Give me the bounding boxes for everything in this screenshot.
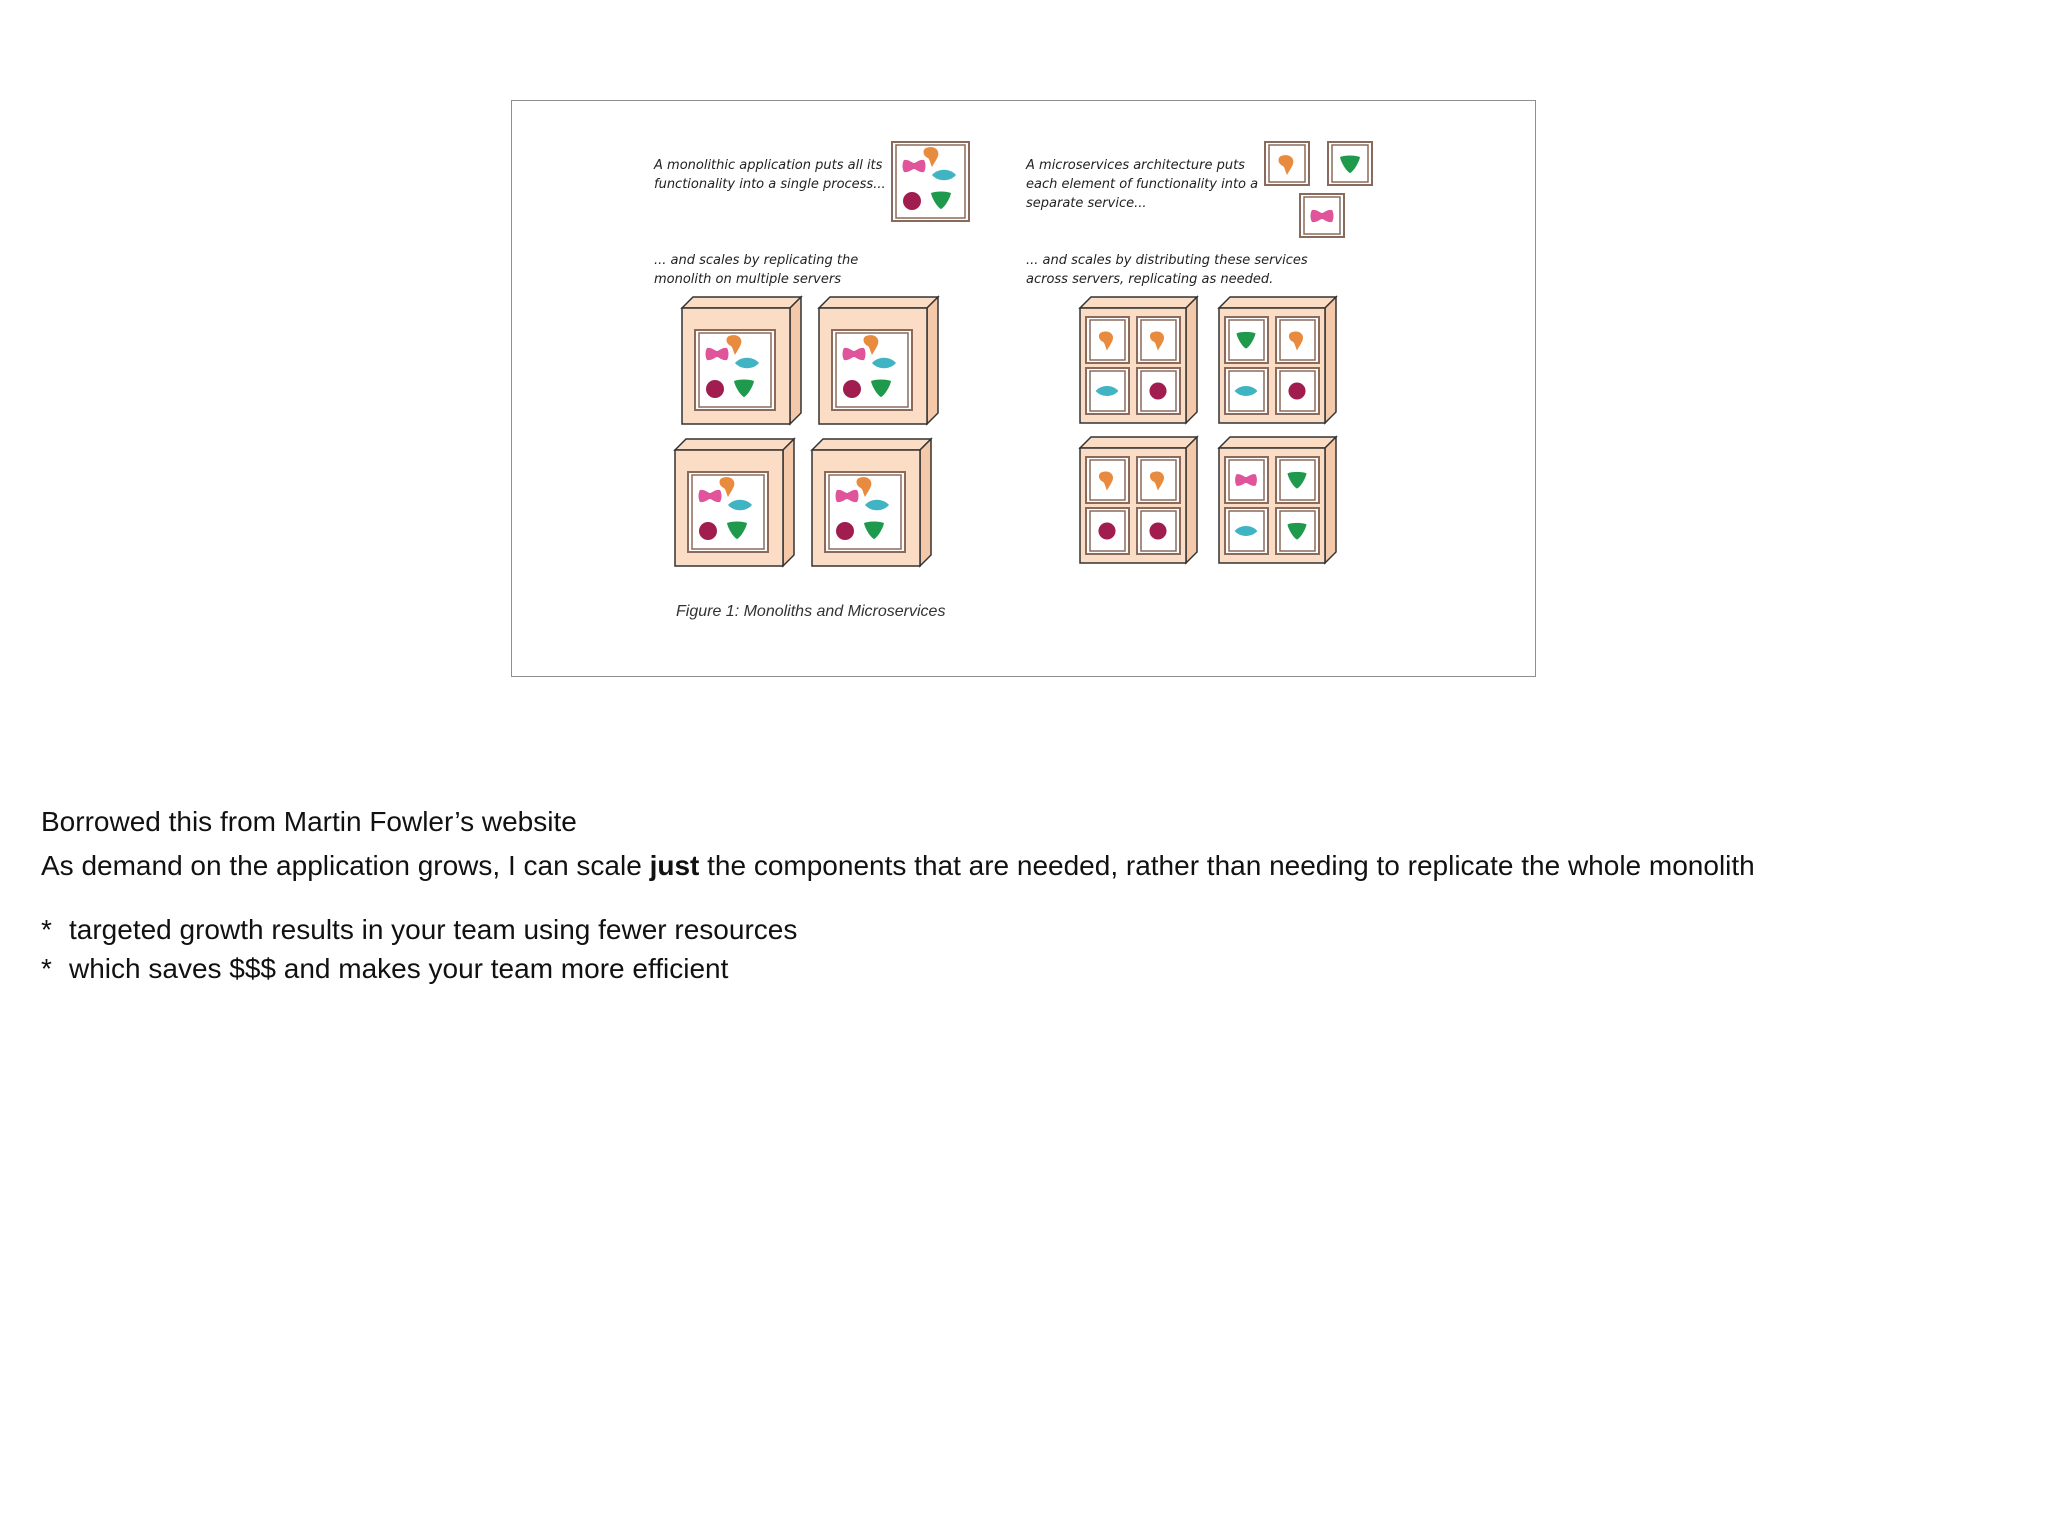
- microservices-server: [1080, 297, 1197, 423]
- maroon-component-icon: [699, 522, 717, 540]
- svg-text:... and scales by replicating: ... and scales by replicating the: [654, 253, 859, 268]
- microservices-server: [1219, 437, 1336, 563]
- svg-text:monolith on multiple servers: monolith on multiple servers: [654, 272, 841, 287]
- svg-text:each element of functionality: each element of functionality into a: [1026, 177, 1259, 192]
- microservice-box: [1300, 194, 1344, 237]
- maroon-component-icon: [903, 192, 921, 210]
- monolith-servers: [675, 297, 938, 566]
- monolith-intro-text: [653, 158, 886, 192]
- microservice-box: [1328, 142, 1372, 185]
- svg-text:A monolithic application puts: A monolithic application puts all its: [654, 158, 883, 173]
- figure-drawing: [512, 101, 1537, 678]
- notes-source-line: Borrowed this from Martin Fowler’s website: [41, 806, 577, 837]
- monolith-process: [892, 142, 969, 221]
- svg-text:... and scales by distributing: ... and scales by distributing these services: [1026, 253, 1308, 268]
- microservices-intro-text: [1025, 158, 1258, 211]
- bullet-marker: *: [41, 953, 52, 984]
- benefit-list: [41, 910, 2001, 988]
- microservice-box: [1265, 142, 1309, 185]
- notes-scaling-line: As demand on the application grows, I can scale just the components that are needed, rather than needing to replicate the whole monolith: [41, 850, 1755, 881]
- microservices-server: [1080, 437, 1197, 563]
- emphasis-just: just: [649, 850, 700, 881]
- maroon-component-icon: [1098, 522, 1115, 539]
- maroon-component-icon: [1149, 522, 1166, 539]
- microservice-boxes: [1265, 142, 1372, 237]
- benefit-item: * which saves $$$ and makes your team more efficient: [41, 949, 2001, 988]
- svg-text:functionality into a single pr: functionality into a single process...: [654, 177, 886, 192]
- figure-caption: Figure 1: Monoliths and Microservices: [676, 603, 946, 620]
- monolith-scale-text: [654, 253, 858, 287]
- maroon-component-icon: [836, 522, 854, 540]
- maroon-component-icon: [1288, 382, 1305, 399]
- monolith-server: [682, 297, 801, 424]
- monolith-process-box: [892, 142, 969, 221]
- svg-text:separate service...: separate service...: [1026, 196, 1147, 211]
- microservices-scale-text: [1026, 253, 1308, 287]
- speaker-notes: [41, 800, 2001, 988]
- maroon-component-icon: [1149, 382, 1166, 399]
- benefit-item: * targeted growth results in your team using fewer resources: [41, 910, 2001, 949]
- monolith-server: [812, 439, 931, 566]
- microservices-servers: [1080, 297, 1336, 563]
- maroon-component-icon: [843, 380, 861, 398]
- maroon-component-icon: [706, 380, 724, 398]
- monolith-server: [675, 439, 794, 566]
- monoliths-microservices-figure: [511, 100, 1536, 677]
- monolith-server: [819, 297, 938, 424]
- bullet-marker: *: [41, 914, 52, 945]
- svg-text:across servers, replicating as: across servers, replicating as needed.: [1026, 272, 1274, 287]
- svg-text:A microservices architecture p: A microservices architecture puts: [1026, 158, 1245, 173]
- microservices-server: [1219, 297, 1336, 423]
